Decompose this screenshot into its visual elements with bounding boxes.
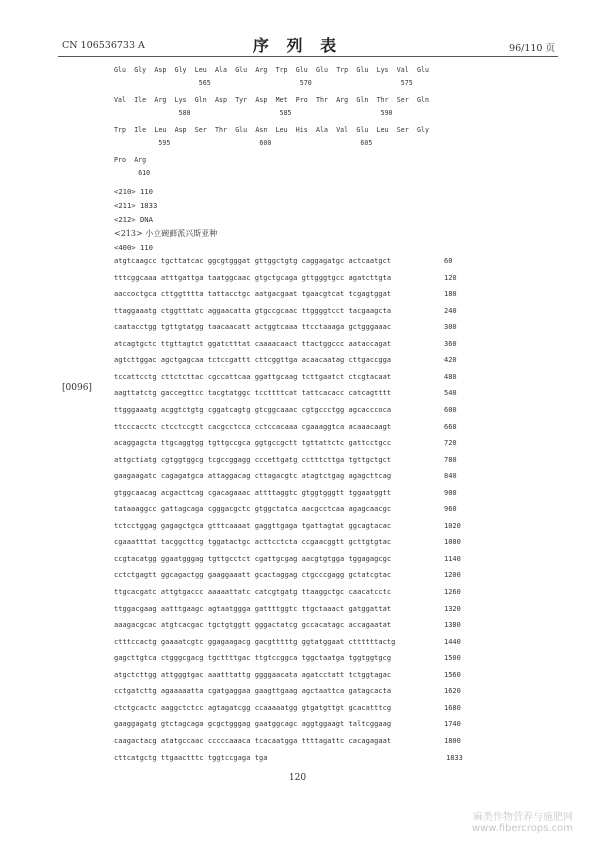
sequence-row xyxy=(114,307,474,319)
sequence-position: 720 xyxy=(444,439,457,448)
amino-acid-residue: Glu xyxy=(235,66,248,74)
amino-acid-residue: Leu xyxy=(376,126,389,134)
nucleotide-sequence: caatacctgg tgttgtatgg taacaacatt actggtcaaa ttcctaaaga gctgggaaac xyxy=(114,323,392,332)
sequence-row xyxy=(114,737,474,749)
protein-residue-line xyxy=(114,126,444,138)
nucleotide-sequence: caagactacg atatgccaac cccccaaaca tcacaatgga ttttagattc cacagagaat xyxy=(114,736,392,745)
sequence-row xyxy=(114,720,474,732)
protein-residue-line xyxy=(114,96,444,108)
amino-acid-residue: Asp xyxy=(154,66,167,74)
residue-number: 605 xyxy=(360,139,373,147)
sequence-row xyxy=(114,406,474,418)
watermark-title: 麻类作物营养与施肥网 xyxy=(473,812,573,823)
sequence-row xyxy=(114,257,474,269)
nucleotide-sequence: cctctgagtt ggcagactgg gaaggaaatt gcactaggag ctgcccgagg gctatcgtac xyxy=(114,571,392,580)
amino-acid-residue: Arg xyxy=(154,96,167,104)
amino-acid-residue: Gln xyxy=(194,96,207,104)
sequence-row xyxy=(114,621,474,633)
nucleotide-sequence: gaagaagatc cagagatgca attaggacag cttagacgtc atagtctgag agagcttcag xyxy=(114,472,392,481)
sequence-row xyxy=(114,389,474,401)
amino-acid-residue: Ala xyxy=(215,66,227,74)
residue-number: 585 xyxy=(279,109,292,117)
nucleotide-sequence: aaccoctgca cttggtttta tattacctgc aatgacgaat tgaacgtcat tcgagtggat xyxy=(114,290,392,299)
residue-number: 565 xyxy=(198,79,211,87)
nucleotide-sequence: ttgcacgatc attgtgaccc aaaaattatc catcgtgatg ttaaggctgc caacatcctc xyxy=(114,588,392,596)
amino-acid-residue: Glu xyxy=(295,66,308,74)
sequence-row xyxy=(114,588,474,600)
amino-acid-residue: Ile xyxy=(134,96,147,104)
sequence-position: 840 xyxy=(444,472,457,481)
sequence-row xyxy=(114,505,474,517)
residue-number-line xyxy=(114,109,444,121)
sequence-position: 120 xyxy=(444,273,457,282)
amino-acid-residue: Ser xyxy=(396,126,409,134)
page-info: 96/110 页 xyxy=(509,43,555,54)
nucleotide-sequence: cctgatcttg agaaaaatta cgatgaggaa gaagttgaag agctaattca gatagcacta xyxy=(114,687,392,696)
sequence-position: 1560 xyxy=(444,670,461,679)
sequence-row xyxy=(114,538,474,550)
sequence-row xyxy=(114,274,474,286)
header-divider xyxy=(58,56,558,57)
sequence-position: 1440 xyxy=(444,637,461,646)
sequence-row xyxy=(114,323,474,335)
patent-number: CN 106536733 A xyxy=(62,40,145,51)
sequence-position: 1200 xyxy=(444,571,461,580)
sequence-position: 600 xyxy=(444,405,457,414)
amino-acid-residue: Leu xyxy=(154,126,167,134)
nucleotide-sequence: ttcccacctc ctcctccgtt cacgcctcca cctccacaaa cgaaaggtca acaaacaagt xyxy=(114,422,392,431)
organism-field: <213> 小立碗藓派兴斯亚种 xyxy=(114,229,218,238)
sequence-position: 1380 xyxy=(444,621,461,630)
nucleotide-sequence: ttggacgaag aatttgaagc agtaatggga gattttggtc ttgctaaact gatggattat xyxy=(114,604,392,613)
amino-acid-residue: Thr xyxy=(316,96,328,104)
amino-acid-residue: Pro xyxy=(295,96,308,104)
amino-acid-residue: Val xyxy=(396,66,409,74)
sequence-position: 1800 xyxy=(444,736,461,745)
sequence-row xyxy=(114,571,474,583)
sequence-row xyxy=(114,522,474,534)
nucleotide-sequence: attgctiatg cgtggtggcg tcgccggagg cccettgatg cctttcttga tgttgctgct xyxy=(114,455,392,464)
amino-acid-residue: Glu xyxy=(114,66,126,74)
sequence-position: 300 xyxy=(444,323,457,332)
amino-acid-residue: Trp xyxy=(114,126,126,134)
nucleotide-sequence: ccgtacatgg ggaatgggag tgttgcctct cgattgcgag aacgtgtgga tggagagcgc xyxy=(114,554,392,563)
amino-acid-residue: Gly xyxy=(174,66,187,74)
protein-residue-line xyxy=(114,156,444,168)
nucleotide-sequence: cgaaatttat tacggcttcg tggatactgc acttcctcta ccgaacggtt gcttgtgtac xyxy=(114,538,392,547)
amino-acid-residue: Gln xyxy=(417,96,429,104)
sequence-row xyxy=(114,654,474,666)
sequence-position: 360 xyxy=(444,339,457,348)
amino-acid-residue: Lys xyxy=(376,66,389,74)
sequence-position: 1320 xyxy=(444,604,461,613)
residue-number: 590 xyxy=(380,109,393,117)
amino-acid-residue: Met xyxy=(275,96,288,104)
nucleotide-sequence: agtcttggac agctgagcaa tctccgattt cttcggttga acaacaatag cttgaccgga xyxy=(114,356,392,365)
amino-acid-residue: Val xyxy=(336,126,349,134)
amino-acid-residue: Gly xyxy=(134,66,147,74)
amino-acid-residue: Trp xyxy=(275,66,288,74)
nucleotide-sequence: acaggagcta ttgcaggtgg tgttgccgca ggtgccgctt tgttattctc gattcctgcc xyxy=(114,439,392,448)
sequence-row xyxy=(114,704,474,716)
sequence-row xyxy=(114,671,474,683)
nucleotide-sequence: tttcggcaaa atttgattga taatggcaac gtgctgcaga gttgggtgcc agatcttgta xyxy=(114,273,392,282)
nucleotide-sequence: ttaggaaatg ctggtttatc aggaacatta gtgccgcaac ttggggtcct tacgaagcta xyxy=(114,306,392,315)
nucleotide-sequence: gaaggagatg gtctagcaga gcgctgggag gaatggcagc aggtggaagt taltcggaag xyxy=(114,720,392,729)
amino-acid-residue: Arg xyxy=(336,96,349,104)
amino-acid-residue: Tyr xyxy=(235,96,248,104)
sequence-position: 1260 xyxy=(444,588,461,596)
amino-acid-residue: Asn xyxy=(255,126,268,134)
amino-acid-residue: Ile xyxy=(134,126,147,134)
sequence-row xyxy=(114,754,474,766)
nucleotide-sequence: atgtcaagcc tgcttatcac ggcgtgggat gttggctgtg caggagatgc actcaatgct xyxy=(114,257,392,265)
residue-number: 570 xyxy=(299,79,312,87)
sequence-position: 420 xyxy=(444,356,457,365)
sequence-header-field: <400> 110 xyxy=(114,243,153,252)
nucleotide-sequence: ttgggaaatg acggtctgtg cggatcagtg gtcggcaaac cgtgccctgg agcacccoca xyxy=(114,405,392,414)
protein-residue-line xyxy=(114,66,444,78)
sequence-position: 1680 xyxy=(444,703,461,712)
amino-acid-residue: Glu xyxy=(356,66,369,74)
nucleotide-sequence: ctttccactg gaaaatcgtc ggagaagacg gacgtttttg ggtatggaat cttttttactg xyxy=(114,637,396,646)
amino-acid-residue: His xyxy=(295,126,308,134)
sequence-position: 780 xyxy=(444,455,457,464)
watermark-url: www.fibercrops.com xyxy=(471,823,573,834)
sequence-position: 900 xyxy=(444,488,457,497)
paragraph-tag: [0096] xyxy=(62,383,92,393)
seq-id-field: <210> 110 xyxy=(114,187,153,196)
sequence-row xyxy=(114,555,474,567)
amino-acid-residue: Arg xyxy=(255,66,268,74)
amino-acid-residue: Val xyxy=(114,96,126,104)
sequence-position: 1140 xyxy=(444,554,461,563)
seq-length-field: <211> 1833 xyxy=(114,201,158,210)
amino-acid-residue: Thr xyxy=(215,126,227,134)
residue-number: 575 xyxy=(400,79,413,87)
sequence-position: 1833 xyxy=(446,753,463,762)
sequence-row xyxy=(114,605,474,617)
amino-acid-residue: Glu xyxy=(356,126,369,134)
amino-acid-residue: Thr xyxy=(376,96,389,104)
amino-acid-residue: Leu xyxy=(275,126,288,134)
sequence-position: 60 xyxy=(444,257,453,265)
nucleotide-sequence: atcagtgctc ttgttagtct ggatctttat caaaacaact ttactggccc aataccagat xyxy=(114,339,392,348)
sequence-position: 1620 xyxy=(444,687,461,696)
page-number: 120 xyxy=(288,773,307,783)
amino-acid-residue: Arg xyxy=(134,156,147,164)
sequence-position: 540 xyxy=(444,389,457,398)
sequence-position: 480 xyxy=(444,372,457,381)
sequence-row xyxy=(114,356,474,368)
amino-acid-residue: Lys xyxy=(174,96,187,104)
sequence-position: 180 xyxy=(444,290,457,299)
sequence-position: 1020 xyxy=(444,521,461,530)
seq-type-field: <212> DNA xyxy=(114,215,153,224)
nucleotide-sequence: cttcatgctg ttgaactttc tggtccgaga tga xyxy=(114,753,268,762)
amino-acid-residue: Ala xyxy=(316,126,328,134)
amino-acid-residue: Asp xyxy=(174,126,187,134)
amino-acid-residue: Glu xyxy=(235,126,248,134)
sequence-row xyxy=(114,439,474,451)
sequence-row xyxy=(114,472,474,484)
sequence-row xyxy=(114,290,474,302)
nucleotide-sequence: ctctgcactc aaggctctcc agtagatcgg ccaaaaatgg gtgatgttgt gcacatttcg xyxy=(114,703,392,712)
nucleotide-sequence: tctcctggag gagagctgca gtttcaaaat gaggttgaga tgattagtat ggcagtacac xyxy=(114,521,392,530)
residue-number-line xyxy=(114,139,444,151)
amino-acid-residue: Asp xyxy=(255,96,268,104)
amino-acid-residue: Glu xyxy=(417,66,429,74)
sequence-position: 1500 xyxy=(444,654,461,663)
sequence-position: 960 xyxy=(444,505,457,514)
amino-acid-residue: Trp xyxy=(336,66,349,74)
nucleotide-sequence: tccattcctg cttctcttac cgccattcaa ggattgcaag tcttgaatct ctcgtacaat xyxy=(114,372,392,381)
residue-number-line xyxy=(114,79,444,91)
residue-number: 600 xyxy=(259,139,272,147)
sequence-row xyxy=(114,489,474,501)
nucleotide-sequence: aaagacgcac atgtcacgac tgctgtggtt gggactatcg gccacatagc accagaatat xyxy=(114,621,392,630)
sequence-position: 660 xyxy=(444,422,457,431)
nucleotide-sequence: aagttatctg gaccegttcc tacgtatggc tccttttcat tattcacacc catcagtttt xyxy=(114,389,392,398)
page-title: 序 列 表 xyxy=(252,36,343,55)
residue-number: 595 xyxy=(158,139,171,147)
nucleotide-sequence: atgctcttgg attgggtgac aaatttattg ggggaacata agatcctatt tctggtagac xyxy=(114,670,392,679)
amino-acid-residue: Gly xyxy=(417,126,429,134)
sequence-position: 1080 xyxy=(444,538,461,547)
residue-number-line xyxy=(114,169,444,181)
sequence-row xyxy=(114,340,474,352)
sequence-position: 1740 xyxy=(444,720,461,729)
amino-acid-residue: Gln xyxy=(356,96,369,104)
amino-acid-residue: Ser xyxy=(194,126,207,134)
sequence-row xyxy=(114,423,474,435)
nucleotide-sequence: gagcttgtca ctgggcgacg tgcttttgac ttgtccggca tggctaatga tggtggtgcg xyxy=(114,654,392,663)
sequence-row xyxy=(114,638,474,650)
sequence-row xyxy=(114,687,474,699)
amino-acid-residue: Asp xyxy=(215,96,227,104)
sequence-row xyxy=(114,373,474,385)
sequence-position: 240 xyxy=(444,306,457,315)
amino-acid-residue: Ser xyxy=(396,96,409,104)
nucleotide-sequence: gtggcaacag acgacttcag cgacagaaac attttaggtc gtggtgggtt tggaatggtt xyxy=(114,488,392,497)
residue-number: 580 xyxy=(178,109,191,117)
nucleotide-sequence: tataaaggcc gattagcaga cgggacgctc gtggctatca aacgcctcaa agagcaacgc xyxy=(114,505,392,514)
sequence-row xyxy=(114,456,474,468)
amino-acid-residue: Pro xyxy=(114,156,126,164)
amino-acid-residue: Leu xyxy=(194,66,207,74)
residue-number: 610 xyxy=(138,169,151,177)
amino-acid-residue: Glu xyxy=(316,66,328,74)
